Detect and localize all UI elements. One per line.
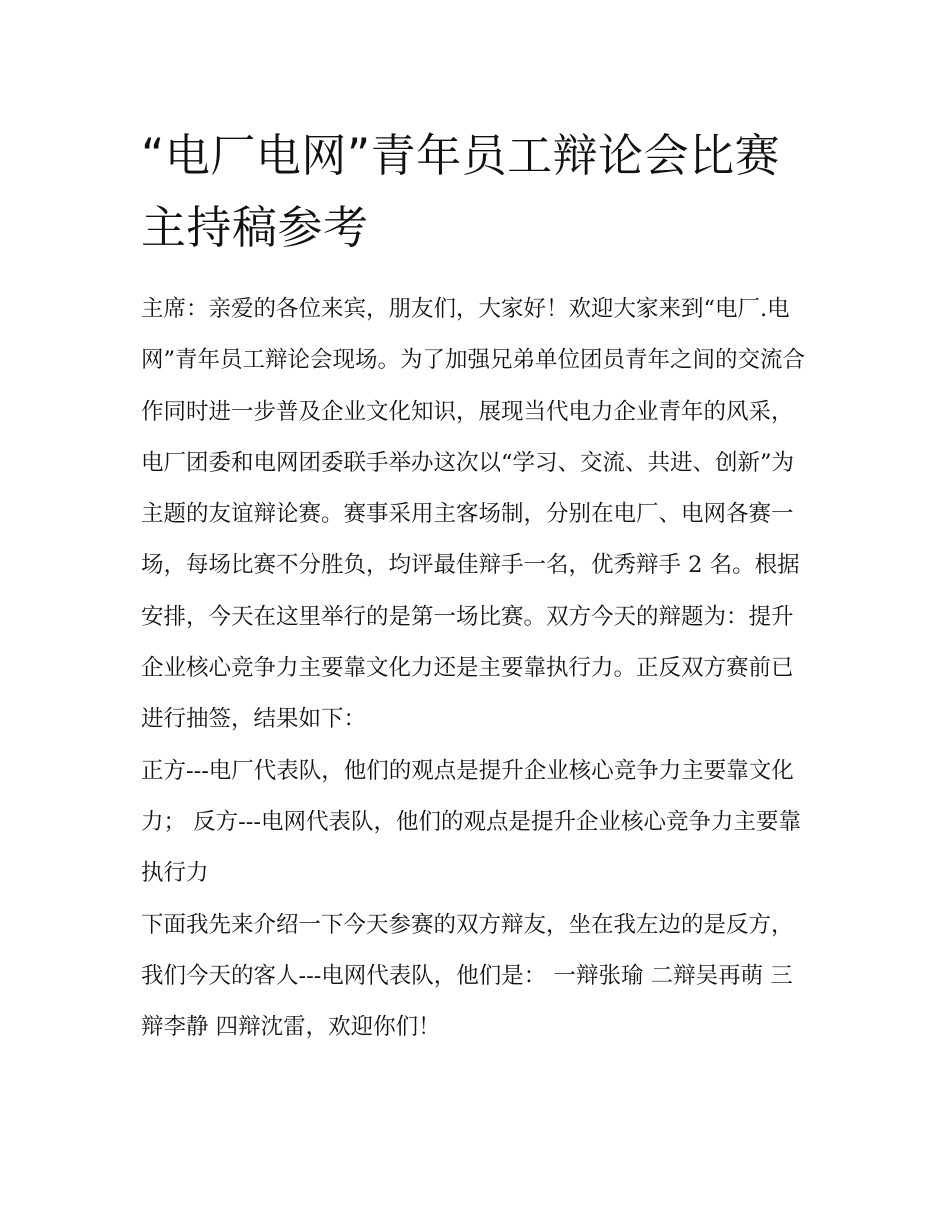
paragraph-team-introduction: 下面我先来介绍一下今天参赛的双方辩友，坐在我左边的是反方，我们今天的客人---电网代表队，他们是： 一辩张瑜 二辩吴再萌 三辩李静 四辩沈雷，欢迎你们！ <box>141 911 794 1041</box>
document-body <box>141 284 813 1053</box>
paragraph-team-positions: 正方---电厂代表队，他们的观点是提升企业核心竞争力主要靠文化力； 反方---电网代表队，他们的观点是提升企业核心竞争力主要靠执行力 <box>141 757 801 887</box>
paragraph-opening-remarks: 主席：亲爱的各位来宾，朋友们，大家好！欢迎大家来到“电厂.电网”青年员工辩论会现场。为了加强兄弟单位团员青年之间的交流合作同时进一步普及企业文化知识，展现当代电力企业青年的风采，电厂团委和电网团委联手举办这次以“学习、交流、共进、创新”为主题的友谊辩论赛。赛事采用主客场制，分别在电厂、电网各赛一场，每场比赛不分胜负，均评最佳辩手一名，优秀辩手 2 名。根据安排，今天在这里举行的是第一场比赛。双方今天的辩题为：提升企业核心竞争力主要靠文化力还是主要靠执行力。正反双方赛前已进行抽签，结果如下： <box>141 296 806 733</box>
document-title: “电厂电网”青年员工辩论会比赛主持稿参考 <box>141 129 781 254</box>
document-content <box>141 120 813 1053</box>
